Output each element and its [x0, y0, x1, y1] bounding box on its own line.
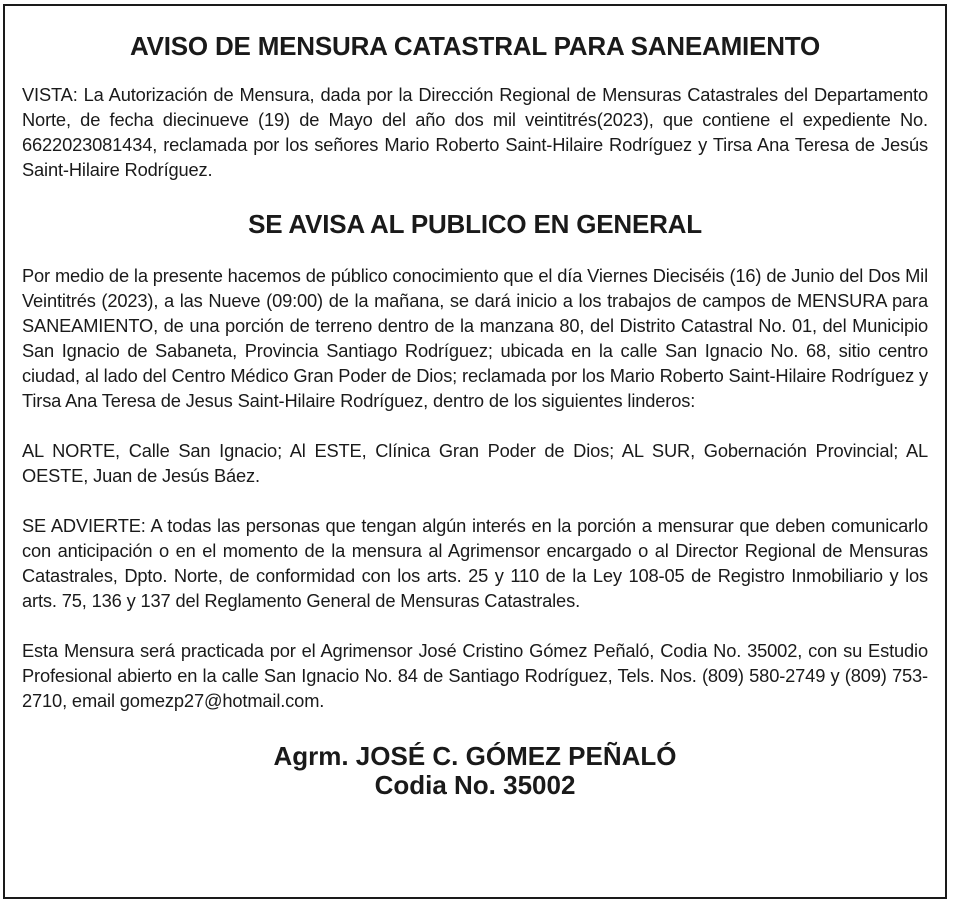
surveyor-paragraph: Esta Mensura será practicada por el Agrimensor José Cristino Gómez Peñaló, Codia No. 35002, con su Estudio Profesional abierto en la calle San Ignacio No. 84 de Santiago Rodríguez, Tels. Nos. (809) 580-2749 y (809) 753-2710, email gomezp27@hotmail.com.: [22, 640, 928, 711]
vista-paragraph: VISTA: La Autorización de Mensura, dada por la Dirección Regional de Mensuras Catastrales del Departamento Norte, de fecha diecinueve (19) de Mayo del año dos mil veintitrés(2023), que contiene el expediente No. 6622023081434, reclamada por los señores Mario Roberto Saint-Hilaire Rodríguez y Tirsa Ana Teresa de Jesús Saint-Hilaire Rodríguez.: [22, 84, 928, 180]
boundaries-paragraph: AL NORTE, Calle San Ignacio; Al ESTE, Clínica Gran Poder de Dios; AL SUR, Gobernación Provincial; AL OESTE, Juan de Jesús Báez.: [22, 440, 928, 486]
notice-title: AVISO DE MENSURA CATASTRAL PARA SANEAMIENTO: [129, 31, 821, 61]
notice-subtitle: SE AVISA AL PUBLICO EN GENERAL: [248, 209, 702, 239]
signature-name: Agrm. JOSÉ C. GÓMEZ PEÑALÓ: [273, 741, 677, 771]
signature-codia: Codia No. 35002: [374, 770, 576, 800]
warning-paragraph: SE ADVIERTE: A todas las personas que tengan algún interés en la porción a mensurar que deben comunicarlo con anticipación o en el momento de la mensura al Agrimensor encargado o al Director Regional de Mensuras Catastrales, Dpto. Norte, de conformidad con los arts. 25 y 110 de la Ley 108-05 de Registro Inmobiliario y los arts. 75, 136 y 137 del Reglamento General de Mensuras Catastrales.: [22, 515, 928, 611]
notice-frame: [3, 4, 947, 899]
announcement-paragraph: Por medio de la presente hacemos de público conocimiento que el día Viernes Dieciséis (16) de Junio del Dos Mil Veintitrés (2023), a las Nueve (09:00) de la mañana, se dará inicio a los trabajos de campos de MENSURA para SANEAMIENTO, de una porción de terreno dentro de la manzana 80, del Distrito Catastral No. 01, del Municipio San Ignacio de Sabaneta, Provincia Santiago Rodríguez; ubicada en la calle San Ignacio No. 68, sitio centro ciudad, al lado del Centro Médico Gran Poder de Dios; reclamada por los Mario Roberto Saint-Hilaire Rodríguez y Tirsa Ana Teresa de Jesus Saint-Hilaire Rodríguez, dentro de los siguientes linderos:: [22, 265, 928, 411]
signature-block: [22, 742, 928, 800]
